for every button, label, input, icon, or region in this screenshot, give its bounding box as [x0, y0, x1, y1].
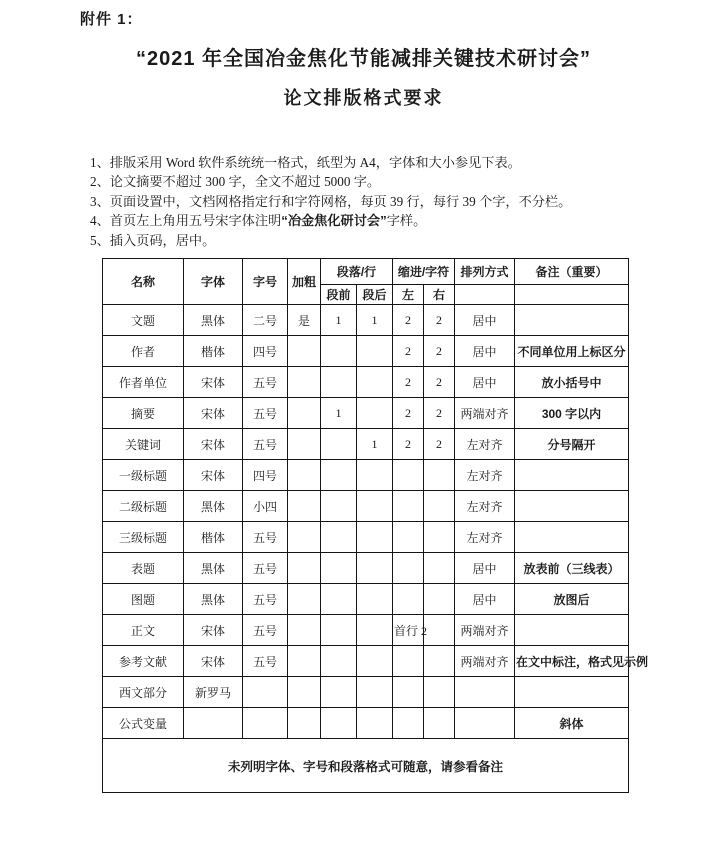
cell-before [321, 460, 357, 491]
cell-font: 黑体 [184, 305, 243, 336]
cell-name: 关键词 [103, 429, 184, 460]
cell-name: 二级标题 [103, 491, 184, 522]
instruction-number: 3、 [90, 193, 110, 209]
cell-size: 五号 [243, 429, 288, 460]
cell-before [321, 491, 357, 522]
cell-font: 黑体 [184, 553, 243, 584]
cell-align: 两端对齐 [455, 398, 515, 429]
instruction-item-5 [90, 231, 670, 250]
instruction-item-4 [90, 211, 670, 230]
cell-before [321, 646, 357, 677]
cell-right [424, 646, 455, 677]
cell-right: 2 [424, 336, 455, 367]
cell-font: 黑体 [184, 491, 243, 522]
cell-size: 五号 [243, 584, 288, 615]
cell-name: 表题 [103, 553, 184, 584]
cell-name: 摘要 [103, 398, 184, 429]
instruction-text: 插入页码，居中。 [109, 232, 216, 248]
col-header-indent-right: 右 [424, 285, 455, 305]
instruction-list [90, 153, 670, 250]
table-row [103, 429, 629, 460]
cell-left [393, 553, 424, 584]
cell-size: 五号 [243, 522, 288, 553]
cell-size: 二号 [243, 305, 288, 336]
cell-align: 左对齐 [455, 460, 515, 491]
cell-note: 放图后 [515, 584, 629, 615]
cell-bold [288, 522, 321, 553]
cell-note: 不同单位用上标区分 [515, 336, 629, 367]
cell-name: 西文部分 [103, 677, 184, 708]
instruction-bold-text: “冶金焦化研讨会” [281, 213, 387, 229]
cell-font: 宋体 [184, 367, 243, 398]
attachment-label: 附件 1： [80, 11, 143, 28]
cell-right: 2 [424, 305, 455, 336]
instruction-number: 4、 [90, 213, 110, 229]
cell-bold [288, 398, 321, 429]
col-header-align-empty [455, 285, 515, 305]
cell-after [357, 491, 393, 522]
table-row [103, 522, 629, 553]
cell-left [393, 491, 424, 522]
table-row [103, 491, 629, 522]
cell-note [515, 491, 629, 522]
cell-note: 斜体 [515, 708, 629, 739]
cell-font: 宋体 [184, 615, 243, 646]
cell-left: 首行 2 [393, 615, 424, 646]
cell-before: 1 [321, 305, 357, 336]
cell-before [321, 367, 357, 398]
cell-align: 两端对齐 [455, 646, 515, 677]
cell-right [424, 460, 455, 491]
cell-name: 公式变量 [103, 708, 184, 739]
cell-note: 在文中标注，格式见示例 [515, 646, 629, 677]
cell-align: 居中 [455, 367, 515, 398]
cell-note: 放表前（三线表） [515, 553, 629, 584]
cell-font: 宋体 [184, 398, 243, 429]
cell-align [455, 708, 515, 739]
cell-align: 左对齐 [455, 491, 515, 522]
cell-after [357, 460, 393, 491]
cell-bold [288, 367, 321, 398]
cell-name: 正文 [103, 615, 184, 646]
cell-note: 放小括号中 [515, 367, 629, 398]
header-row-1 [103, 259, 629, 285]
cell-right [424, 491, 455, 522]
instruction-number: 5、 [90, 232, 110, 248]
cell-size: 五号 [243, 646, 288, 677]
col-header-align: 排列方式 [455, 259, 515, 285]
instruction-item-3 [90, 192, 670, 211]
cell-after [357, 615, 393, 646]
cell-right [424, 708, 455, 739]
cell-note: 300 字以内 [515, 398, 629, 429]
cell-font: 宋体 [184, 646, 243, 677]
cell-left [393, 708, 424, 739]
cell-note [515, 305, 629, 336]
cell-after: 1 [357, 429, 393, 460]
cell-right: 2 [424, 367, 455, 398]
cell-font: 宋体 [184, 460, 243, 491]
cell-name: 一级标题 [103, 460, 184, 491]
cell-left: 2 [393, 305, 424, 336]
cell-size: 五号 [243, 615, 288, 646]
col-header-indent-left: 左 [393, 285, 424, 305]
cell-before [321, 522, 357, 553]
table-row [103, 367, 629, 398]
cell-before [321, 429, 357, 460]
col-header-font: 字体 [184, 259, 243, 305]
cell-font: 楷体 [184, 522, 243, 553]
cell-after [357, 646, 393, 677]
cell-left: 2 [393, 398, 424, 429]
cell-note [515, 615, 629, 646]
cell-font: 新罗马 [184, 677, 243, 708]
col-header-para-before: 段前 [321, 285, 357, 305]
cell-align: 两端对齐 [455, 615, 515, 646]
cell-left [393, 522, 424, 553]
cell-size [243, 677, 288, 708]
cell-name: 作者 [103, 336, 184, 367]
cell-after [357, 677, 393, 708]
instruction-item-2 [90, 172, 670, 191]
cell-font: 楷体 [184, 336, 243, 367]
cell-after [357, 336, 393, 367]
cell-name: 图题 [103, 584, 184, 615]
cell-right [424, 677, 455, 708]
cell-align: 居中 [455, 553, 515, 584]
cell-bold [288, 336, 321, 367]
cell-right: 2 [424, 429, 455, 460]
instruction-text: 页面设置中，文档网格指定行和字符网格，每页 39 行，每行 39 个字，不分栏。 [109, 193, 572, 209]
cell-bold [288, 584, 321, 615]
cell-bold [288, 646, 321, 677]
cell-left [393, 646, 424, 677]
cell-name: 作者单位 [103, 367, 184, 398]
table-row [103, 615, 629, 646]
instruction-text: 排版采用 Word 软件系统统一格式，纸型为 A4，字体和大小参见下表。 [109, 155, 521, 170]
instruction-text: 论文摘要不超过 300 字，全文不超过 5000 字。 [109, 174, 381, 190]
cell-bold [288, 429, 321, 460]
cell-align [455, 677, 515, 708]
cell-size: 四号 [243, 336, 288, 367]
cell-note [515, 522, 629, 553]
cell-before [321, 615, 357, 646]
cell-size [243, 708, 288, 739]
table-row [103, 336, 629, 367]
cell-after [357, 398, 393, 429]
cell-align: 左对齐 [455, 429, 515, 460]
cell-before [321, 553, 357, 584]
cell-before [321, 708, 357, 739]
cell-size: 五号 [243, 553, 288, 584]
instruction-number: 2、 [90, 174, 110, 190]
cell-left [393, 460, 424, 491]
cell-left: 2 [393, 367, 424, 398]
instruction-item-1 [90, 153, 670, 172]
cell-align: 居中 [455, 305, 515, 336]
cell-bold [288, 708, 321, 739]
cell-bold [288, 553, 321, 584]
cell-before [321, 336, 357, 367]
cell-size: 五号 [243, 367, 288, 398]
cell-left: 2 [393, 336, 424, 367]
cell-before [321, 584, 357, 615]
table-row [103, 708, 629, 739]
cell-bold [288, 615, 321, 646]
cell-before: 1 [321, 398, 357, 429]
cell-after [357, 708, 393, 739]
col-header-para-after: 段后 [357, 285, 393, 305]
cell-right [424, 553, 455, 584]
cell-name: 参考文献 [103, 646, 184, 677]
col-header-name: 名称 [103, 259, 184, 305]
cell-font: 黑体 [184, 584, 243, 615]
cell-right [424, 615, 455, 646]
col-header-size: 字号 [243, 259, 288, 305]
cell-bold: 是 [288, 305, 321, 336]
table-footer [103, 739, 629, 793]
cell-font: 宋体 [184, 429, 243, 460]
cell-right [424, 522, 455, 553]
cell-bold [288, 460, 321, 491]
document-subtitle: 论文排版格式要求 [283, 88, 444, 108]
cell-left [393, 677, 424, 708]
table-row [103, 553, 629, 584]
format-table-body [103, 305, 649, 739]
cell-after [357, 367, 393, 398]
table-row [103, 584, 629, 615]
footer-note: 未列明字体、字号和段落格式可随意，请参看备注 [103, 739, 629, 793]
col-header-bold: 加粗 [288, 259, 321, 305]
table-row [103, 646, 629, 677]
cell-before [321, 677, 357, 708]
table-row [103, 677, 629, 708]
cell-align: 左对齐 [455, 522, 515, 553]
cell-note: 分号隔开 [515, 429, 629, 460]
cell-after [357, 553, 393, 584]
cell-after [357, 522, 393, 553]
col-header-paragraph-group: 段落/行 [321, 259, 393, 285]
instruction-text: 首页左上角用五号宋字体注明 [109, 213, 282, 229]
footer-row [103, 739, 629, 793]
col-header-notes-empty [515, 285, 629, 305]
cell-bold [288, 677, 321, 708]
cell-name: 三级标题 [103, 522, 184, 553]
cell-align: 居中 [455, 584, 515, 615]
table-row [103, 305, 629, 336]
cell-note [515, 460, 629, 491]
cell-right: 2 [424, 398, 455, 429]
cell-bold [288, 491, 321, 522]
cell-left [393, 584, 424, 615]
instruction-number: 1、 [90, 155, 110, 170]
instruction-text: 字样。 [386, 213, 427, 229]
cell-size: 四号 [243, 460, 288, 491]
table-row [103, 398, 629, 429]
cell-after: 1 [357, 305, 393, 336]
document-title: “2021 年全国冶金焦化节能减排关键技术研讨会” [135, 48, 592, 70]
col-header-indent-group: 缩进/字符 [393, 259, 455, 285]
table-header [103, 259, 629, 305]
cell-size: 五号 [243, 398, 288, 429]
cell-font [184, 708, 243, 739]
cell-align: 居中 [455, 336, 515, 367]
format-requirements-table [102, 258, 649, 793]
cell-after [357, 584, 393, 615]
cell-name: 文题 [103, 305, 184, 336]
col-header-notes: 备注（重要） [515, 259, 629, 285]
cell-note [515, 677, 629, 708]
cell-right [424, 584, 455, 615]
cell-size: 小四 [243, 491, 288, 522]
cell-left: 2 [393, 429, 424, 460]
table-row [103, 460, 629, 491]
